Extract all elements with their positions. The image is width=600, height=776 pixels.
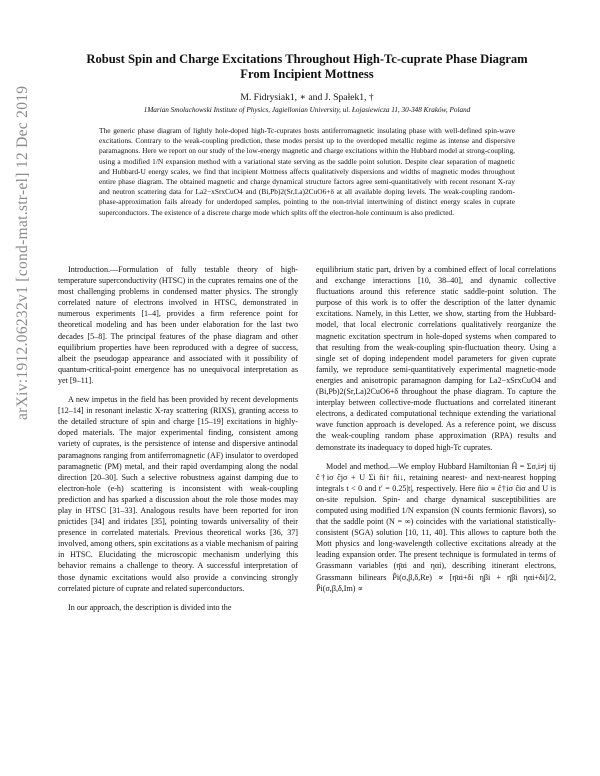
arxiv-identifier: arXiv:1912.06232v1 [cond-mat.str-el] 12 Dec 2019 — [14, 85, 31, 420]
paper-header — [58, 52, 556, 218]
paper-affiliation: 1Marian Smoluchowski Institute of Physics, Jagiellonian University, ul. Łojasiewicza 11, 30-348 Kraków, Poland — [143, 106, 471, 114]
paragraph-introduction: Introduction.—Formulation of fully testable theory of high-temperature superconductivity (HTSC) in the cuprates remains one of the most challenging problems in condensed matter physics. The strongly correlated nature of electrons involved in HTSC, demonstrated in numerous experiments [1–4], provides a firm reference point for theoretical modeling and has been under elaboration for the last two decades [5–8]. The principal features of the phase diagram and other equilibrium properties have been reproduced with a degree of success, albeit the pseudogap appearance and associated with it possibility of quantum-critical-point emergence has no unequivocal interpretation as yet [9–11]. — [58, 265, 298, 385]
paper-title: Robust Spin and Charge Excitations Throughout High-Tc-cuprate Phase Diagram From Incipient Mottness — [86, 52, 528, 81]
paper-abstract: The generic phase diagram of lightly hole-doped high-Tc-cuprates hosts antiferromagnetic insulating phase with well-defined spin-wave excitations. Contrary to the weak-coupling prediction, these modes persist up to the overdoped metallic regime as intense and dispersive paramagnons. Here we report on our study of the low-energy magnetic and charge excitations within the Hubbard model at strong-coupling, using a modified 1/N expansion method with a variational state serving as the saddle point solution. Despite clear separation of magnetic and Hubbard-U energy scales, we find that incipient Mottness affects qualitatively dispersions and widths of magnetic modes throughout entire phase diagram. The obtained magnetic and charge dynamical structure factors agree semi-quantitatively with recent resonant X-ray and neutron scattering data for La2−xSrxCuO4 and (Bi,Pb)2(Sr,La)2CuO6+δ at all available doping levels. The weak-coupling random-phase-approximation fails already for underdoped samples, pointing to the non-trivial intertwining of distinct energy scales in cuprate superconductors. The existence of a discrete charge mode which splits off the electron-hole continuum is also predicted. — [99, 126, 515, 217]
paragraph-rixs: A new impetus in the field has been provided by recent developments [12–14] in resonant inelastic X-ray scattering (RIXS), granting access to the detailed structure of spin and charge [15–19] excitations in highly-doped materials. The major experimental finding, consistent among variety of cuprates, is the persistence of intense and dispersive antinodal paramagnons ranging from antiferromagnetic (AF) insulator to overdoped paramagnetic (PM) metal, and their rapid overdamping along the nodal direction [20–30]. Such a selective robustness against damping due to electron-hole (e-h) scattering is inconsistent with weak-coupling prediction and has sparked a discussion about the role those modes may play in HTSC [31–33]. Analogous results have been reported for iron pnictides [34] and iridates [35], pointing towards universality of their presence in correlated materials. Previous theoretical works [36, 37] involved, among others, spin excitations as a viable mechanism of pairing in HTSC. Elucidating the microscopic mechanism underlying this behavior remains a challenge to theory. A successful interpretation of those dynamic excitations would also provide a convincing strongly correlated picture of cuprate and related superconductors. — [58, 395, 298, 593]
paragraph-approach: In our approach, the description is divided into the — [68, 602, 232, 612]
paragraph-equilibrium: equilibrium static part, driven by a combined effect of local correlations and exchange interactions [10, 38–40], and dynamic collective fluctuations around this reference static saddle-point solution. The purpose of this work is to offer the description of the latter dynamic excitations. Namely, in this Letter, we show, starting from the Hubbard-model, that local electronic correlations qualitatively reorganize the magnetic excitation spectrum in hole-doped systems when compared to that resulting from the weak-coupling spin-fluctuation theory. Using a single set of doping independent model parameters for given cuprate family, we reproduce semi-quantitatively experimental magnetic-mode energies and anisotropic paramagnon damping for La2−xSrxCuO4 and (Bi,Pb)2(Sr,La)2CuO6+δ throughout the phase diagram. To capture the interplay between collective-mode fluctuations and correlated itinerant electrons, a dedicated computational technique extending the variational wave function approach is developed. As a reference point, we discuss the weak-coupling random phase approximation (RPA) results and demonstrate its inadequacy to doped high-Tc cuprates. — [316, 265, 556, 452]
paper-authors: M. Fidrysiak1, ∗ and J. Spałek1, † — [240, 92, 374, 103]
right-column — [316, 264, 556, 621]
left-column — [58, 264, 298, 621]
paragraph-model-method: Model and method.—We employ Hubbard Hamiltonian Ĥ = Σσ,i≠j tij ĉ†iσ ĉjσ + U Σi n̂i↑ n̂i↓, retaining nearest- and next-nearest hopping integrals t < 0 and t′ = 0.25|t|, respectively. Here n̂iσ ≡ ĉ†iσ ĉiσ and U is on-site repulsion. Spin- and charge dynamical susceptibilities are computed using modified 1/N expansion (N counts fermionic flavors), so that the saddle point (N = ∞) coincides with the variational statistically-consistent (SGA) solution [10, 11, 40]. This allows to capture both the Mott physics and long-wavelength collective excitations already at the leading expansion order. The present technique is formulated in terms of Grassmann variables (η̄αi and ηαi), describing itinerant electrons, Grassmann bilinears P̂i(σ,β,δ,Re) ∝ [η̄αi+δi ηβi + η̄βi ηαi+δi]/2, P̂i(σ,β,δ,Im) ∝ — [316, 461, 556, 593]
body-columns — [58, 264, 556, 621]
